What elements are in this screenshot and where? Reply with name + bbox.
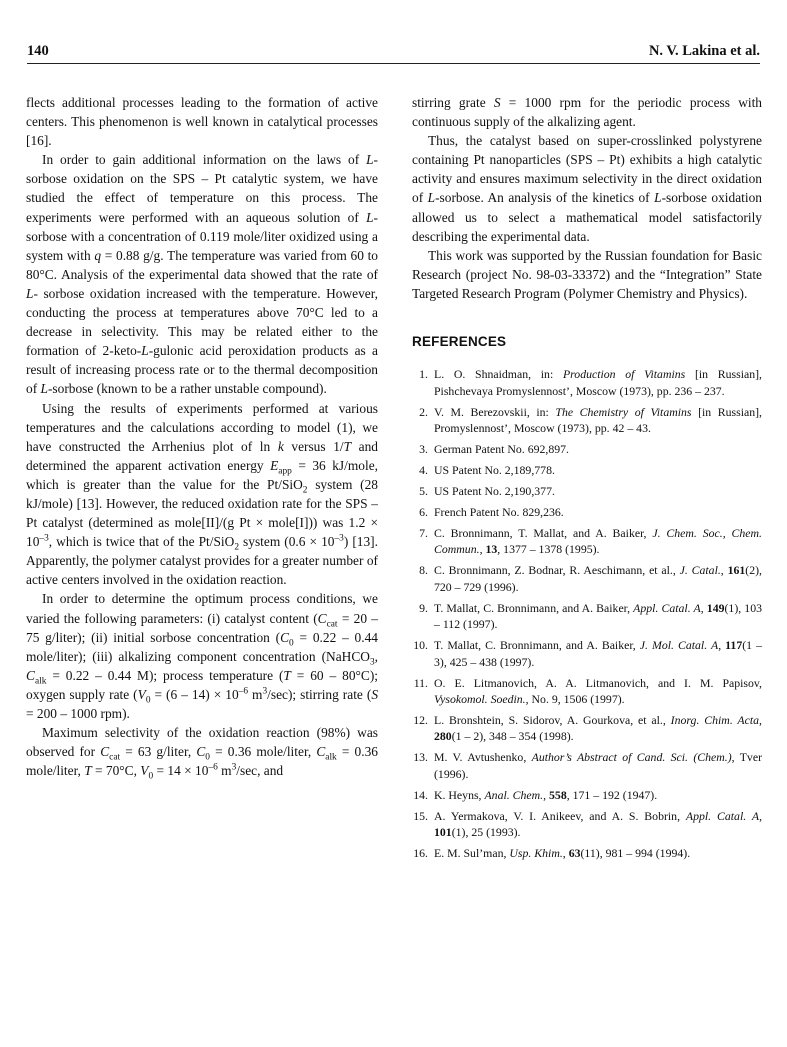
reference-item xyxy=(412,525,762,558)
header-rule xyxy=(27,63,760,64)
reference-source: Production of Vitamins xyxy=(562,367,686,382)
reference-item xyxy=(412,462,762,478)
reference-item xyxy=(412,808,762,841)
reference-source: Anal. Chem. xyxy=(484,787,544,802)
reference-number: 2. xyxy=(419,404,428,419)
reference-details: , Tver (1996). xyxy=(434,750,762,781)
reference-separator: , xyxy=(718,638,726,653)
reference-item xyxy=(412,504,762,520)
reference-volume: 117 xyxy=(725,638,743,653)
reference-details: , 1377 – 1378 (1995). xyxy=(497,542,600,557)
reference-details: [in Russian], Pishchevaya Promyslennost’, Moscow (1973), pp. 236 – 237. xyxy=(434,367,763,398)
reference-number: 4. xyxy=(419,462,428,477)
reference-item xyxy=(412,366,762,399)
reference-number: 1. xyxy=(419,367,428,382)
reference-item xyxy=(412,441,762,457)
reference-authors: O. E. Litmanovich, A. A. Litmanovich, and I. M. Papisov, xyxy=(434,675,762,690)
right-column xyxy=(412,93,762,866)
reference-authors: German Patent No. 692,897. xyxy=(434,441,569,456)
reference-authors: L. O. Shnaidman, in: xyxy=(434,367,563,382)
reference-separator: , xyxy=(700,600,707,615)
page-number: 140 xyxy=(27,43,49,59)
reference-source: Vysokomol. Soedin. xyxy=(434,691,526,706)
reference-source: The Chemistry of Vitamins xyxy=(555,404,692,419)
reference-item xyxy=(412,845,762,861)
reference-separator: , xyxy=(562,846,569,861)
reference-separator: , xyxy=(720,563,728,578)
reference-separator: , xyxy=(759,712,762,727)
reference-source: J. Mol. Catal. A xyxy=(639,638,719,653)
reference-authors: C. Bronnimann, T. Mallat, and A. Baiker, xyxy=(434,525,653,540)
reference-authors: L. Bronshtein, S. Sidorov, A. Gourkova, et al., xyxy=(434,712,671,727)
reference-item xyxy=(412,483,762,499)
paragraph-continuation: flects additional processes leading to the formation of active centers. This phenomenon is well known in catalytical processes [16]. xyxy=(26,95,378,149)
reference-source: J. Chem. Soc., Chem. Commun. xyxy=(434,525,762,557)
reference-volume: 161 xyxy=(727,563,746,578)
reference-source: J. Catal. xyxy=(679,563,721,578)
reference-number: 16. xyxy=(413,846,428,861)
reference-details: (1 – 3), 425 – 438 (1997). xyxy=(434,638,762,669)
reference-number: 14. xyxy=(413,787,428,802)
reference-number: 7. xyxy=(419,525,428,540)
reference-item xyxy=(412,637,762,670)
reference-details: [in Russian], Promyslennost’, Moscow (1973), pp. 42 – 43. xyxy=(434,404,762,435)
reference-source: Inorg. Chim. Acta xyxy=(670,712,760,727)
reference-number: 6. xyxy=(419,504,428,519)
reference-source: Usp. Khim. xyxy=(509,846,563,861)
reference-volume: 280 xyxy=(434,729,452,744)
reference-number: 12. xyxy=(413,712,428,727)
reference-volume: 63 xyxy=(568,846,581,861)
reference-item xyxy=(412,600,762,633)
reference-number: 3. xyxy=(419,441,428,456)
reference-volume: 149 xyxy=(706,600,725,615)
reference-details: , 171 – 192 (1947). xyxy=(566,787,658,802)
reference-separator: , xyxy=(479,542,486,557)
reference-number: 9. xyxy=(419,600,428,615)
reference-source: Appl. Catal. A xyxy=(633,600,701,615)
reference-authors: M. V. Avtushenko, xyxy=(434,750,532,765)
reference-authors: T. Mallat, C. Bronnimann, and A. Baiker, xyxy=(434,638,640,653)
reference-separator: , xyxy=(759,808,763,823)
reference-authors: V. M. Berezovskii, in: xyxy=(434,404,556,419)
reference-authors: A. Yermakova, V. I. Anikeev, and A. S. Bobrin, xyxy=(434,808,686,823)
reference-number: 11. xyxy=(413,675,428,690)
reference-source: Author’s Abstract of Cand. Sci. (Chem.) xyxy=(531,750,732,765)
running-header-authors: N. V. Lakina et al. xyxy=(648,43,760,59)
reference-item xyxy=(412,675,762,708)
reference-details: , No. 9, 1506 (1997). xyxy=(525,691,625,706)
reference-details: (1), 103 – 112 (1997). xyxy=(434,600,762,632)
reference-number: 5. xyxy=(419,483,428,498)
references-heading: REFERENCES xyxy=(412,334,507,350)
reference-number: 8. xyxy=(419,563,428,578)
paragraph-temperature-study: In order to gain additional information on the laws of L-sorbose oxidation on the SPS – Pt catalytic system, we have studied the effect of temperature on this process. The experiments were performed with an aqueous solution of L-sorbose with a concentration of 0.119 mole/liter oxidized using a system with q = 0.88 g/g. The temperature was varied from 60 to 80°C. Analysis of the experimental data showed that the rate of L- sorbose oxidation increased with the temperature. However, conducting the process at temperatures above 70°C led to a decrease in selectivity. This may be related either to the formation of 2-keto-L-gulonic acid peroxidation products as a result of increasing process rate or to the thermal decomposition of L-sorbose (known to be a rather unstable compound). xyxy=(26,152,378,397)
reference-item xyxy=(412,404,762,437)
reference-volume: 558 xyxy=(549,787,567,802)
reference-authors: French Patent No. 829,236. xyxy=(434,504,564,519)
reference-details: (1 – 2), 348 – 354 (1998). xyxy=(451,729,574,744)
reference-authors: US Patent No. 2,189,778. xyxy=(434,462,555,477)
reference-number: 13. xyxy=(413,750,428,765)
paragraph-max-selectivity: Maximum selectivity of the oxidation reaction (98%) was observed for $C_{cat} = 63$ g/liter, $C_0 = 0.36$ mole/liter, $C_{alk} = 0.36$ mole/liter, T = 70°C, $V_0 = 14 \times 10^{-6}$ $m^3/\sec$, and xyxy=(26,725,378,782)
reference-number: 15. xyxy=(413,808,428,823)
references-list xyxy=(412,366,762,861)
reference-item xyxy=(412,712,762,745)
reference-volume: 13 xyxy=(485,542,498,557)
reference-authors: K. Heyns, xyxy=(434,787,485,802)
reference-authors: E. M. Sul’man, xyxy=(434,846,510,861)
reference-item xyxy=(412,749,762,782)
reference-separator: , xyxy=(543,787,550,802)
reference-details: (2), 720 – 729 (1996). xyxy=(434,563,762,594)
left-column xyxy=(26,93,378,780)
reference-source: Appl. Catal. A xyxy=(685,808,760,823)
paragraph-stirring: stirring grate S = 1000 rpm for the periodic process with continuous supply of the alkalizing agent. xyxy=(412,95,762,130)
reference-authors: US Patent No. 2,190,377. xyxy=(434,483,555,498)
paragraph-process-conditions: In order to determine the optimum process conditions, we varied the following parameters: (i) catalyst content ($C_{cat} = 20 - 75$ g/liter); (ii) initial sorbose concentration ($C_0 = 0.22 - 0.44$ mole/liter); (iii) alkalizing component concentration (NaHCO$_3$, $C_{alk} = 0.22 - 0.44$ M); process temperature (T = 60 – 80°C); oxygen supply rate ($V_0 = (6 - 14) \times 10^{-6}$ $m^3/\sec$); stirring rate (S = 200 – 1000 rpm). xyxy=(26,591,379,721)
paragraph-acknowledgment: This work was supported by the Russian foundation for Basic Research (project No. 98-03-33372) and the “Integration” State Targeted Research Program (Polymer Chemistry and Physics). xyxy=(412,247,762,301)
running-header xyxy=(27,43,760,61)
reference-volume: 101 xyxy=(434,825,452,840)
reference-number: 10. xyxy=(413,638,428,653)
reference-authors: T. Mallat, C. Bronnimann, and A. Baiker, xyxy=(434,600,634,615)
paragraph-conclusion: Thus, the catalyst based on super-crosslinked polystyrene containing Pt nanoparticles (SPS – Pt) exhibits a high catalytic activity and ensures maximum selectivity in the direct oxidation of L-sorbose. An analysis of the kinetics of L-sorbose oxidation allowed us to select a mathematical model satisfactorily describing the experimental data. xyxy=(412,133,762,244)
reference-authors: C. Bronnimann, Z. Bodnar, R. Aeschimann, et al., xyxy=(434,563,680,578)
reference-item xyxy=(412,562,762,595)
reference-item xyxy=(412,787,762,803)
reference-details: (1), 25 (1993). xyxy=(451,825,521,840)
reference-details: (11), 981 – 994 (1994). xyxy=(580,846,691,861)
paragraph-arrhenius: Using the results of experiments performed at various temperatures and the calculations according to model (1), we have constructed the Arrhenius plot of ln k versus 1/T and determined the apparent activation energy $E_{app} = 36$ kJ/mole, which is greater than the value for the Pt/SiO$_2$ system (28 kJ/mole) [13]. However, the reduced oxidation rate for the SPS – Pt catalyst (determined as mole[II]/(g Pt × mole[I])) was $1.2 \times 10^{-3}$, which is twice that of the Pt/SiO$_2$ system $(0.6 \times 10^{-3})$ [13]. Apparently, the polymer catalyst provides for a greater number of active centers involved in the oxidation reaction. xyxy=(26,400,379,588)
